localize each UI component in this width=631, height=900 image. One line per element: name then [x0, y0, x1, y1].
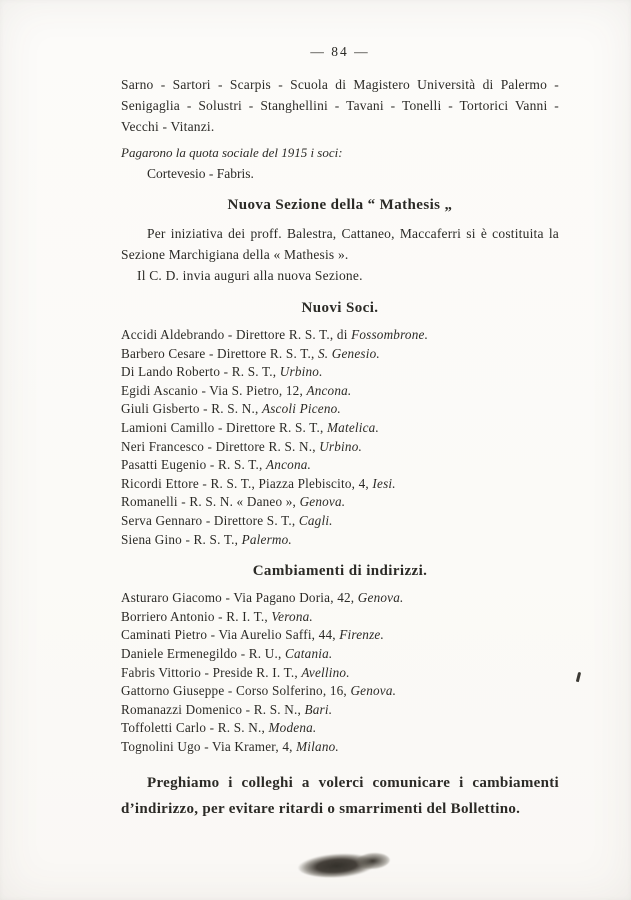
member-entry-text: Ricordi Ettore - R. S. T., Piazza Plebiscito, 4, [121, 475, 373, 491]
member-entry-place: Catania. [285, 645, 333, 661]
member-entry-text: Barbero Cesare - Direttore R. S. T., [121, 345, 318, 361]
quota-note: Pagarono la quota sociale del 1915 i soci: [121, 145, 343, 160]
member-entry-place: Ancona. [306, 382, 352, 398]
continuation-paragraph: Sarno - Sartori - Scarpis - Scuola di Magistero Università di Palermo - Senigaglia - Solustri - Stanghellini - Tavani - Tonelli - Tortorici Vanni - Vecchi - Vitanzi. [121, 77, 559, 134]
nuova-sezione-paragraph-2: Il C. D. invia auguri alla nuova Sezione. [137, 268, 363, 283]
member-entry [121, 682, 559, 701]
member-entry [121, 438, 559, 457]
member-entry-place: Verona. [271, 608, 313, 624]
member-entry-text: Tognolini Ugo - Via Kramer, 4, [121, 738, 297, 754]
member-entry-text: Caminati Pietro - Via Aurelio Saffi, 44, [121, 627, 340, 643]
heading-nuovi-soci: Nuovi Soci. [301, 300, 379, 316]
member-entry [121, 363, 559, 382]
member-entry-text: Toffoletti Carlo - R. S. N., [121, 720, 269, 736]
quota-names: Cortevesio - Fabris. [147, 166, 254, 181]
member-entry-place: Ascoli Piceno. [261, 401, 341, 417]
member-entry [121, 645, 559, 664]
cambiamenti-list [121, 589, 559, 756]
member-entry-place: Modena. [268, 720, 317, 736]
page-content [121, 44, 559, 822]
member-entry-place: Milano. [296, 738, 339, 754]
member-entry [121, 589, 559, 608]
member-entry-text: Romanazzi Domenico - R. S. N., [121, 701, 305, 717]
member-entry [121, 738, 559, 757]
member-entry-text: Egidi Ascanio - Via S. Pietro, 12, [121, 382, 307, 398]
member-entry [121, 475, 559, 494]
member-entry [121, 608, 559, 627]
member-entry-place: Genova. [357, 590, 404, 606]
member-entry-place: Palermo. [241, 531, 292, 547]
nuova-sezione-paragraph-1: Per iniziativa dei proff. Balestra, Cattaneo, Maccaferri si è costituita la Sezione Marchigiana della « Mathesis ». [121, 226, 559, 262]
member-entry-text: Daniele Ermenegildo - R. U., [121, 645, 286, 661]
member-entry-text: Romanelli - R. S. N. « Daneo », [121, 494, 300, 510]
member-entry-text: Borriero Antonio - R. I. T., [121, 608, 272, 624]
member-entry-place: Iesi. [372, 475, 396, 491]
member-entry-place: Ancona. [266, 457, 312, 473]
member-entry [121, 326, 559, 345]
member-entry [121, 456, 559, 475]
member-entry-place: Urbino. [319, 438, 363, 454]
member-entry-text: Lamioni Camillo - Direttore R. S. T., [121, 419, 327, 435]
member-entry-place: Genova. [350, 683, 397, 699]
member-entry [121, 419, 559, 438]
member-entry [121, 626, 559, 645]
member-entry-text: Gattorno Giuseppe - Corso Solferino, 16, [121, 683, 351, 699]
member-entry-text: Di Lando Roberto - R. S. T., [121, 364, 280, 380]
member-entry-place: Genova. [299, 494, 346, 510]
member-entry [121, 345, 559, 364]
member-entry [121, 701, 559, 720]
member-entry-place: Cagli. [298, 512, 333, 528]
member-entry-text: Neri Francesco - Direttore R. S. N., [121, 438, 320, 454]
nuovi-soci-list [121, 326, 559, 549]
scan-mark-artifact [576, 672, 581, 682]
member-entry-text: Pasatti Eugenio - R. S. T., [121, 457, 267, 473]
ink-smudge-artifact [297, 848, 391, 880]
member-entry [121, 382, 559, 401]
member-entry-text: Fabris Vittorio - Preside R. I. T., [121, 664, 302, 680]
member-entry-text: Accidi Aldebrando - Direttore R. S. T., di [121, 327, 352, 342]
heading-nuova-sezione: Nuova Sezione della “ Mathesis „ [227, 197, 453, 213]
closing-notice: Preghiamo i colleghi a volerci comunicare i cambiamenti d’indirizzo, per evitare ritardi o smarrimenti del Bollettino. [121, 775, 559, 818]
member-entry [121, 719, 559, 738]
member-entry [121, 512, 559, 531]
page-number: — 84 — [310, 44, 370, 59]
member-entry-text: Siena Gino - R. S. T., [121, 531, 242, 547]
member-entry-place: Urbino. [279, 364, 323, 380]
member-entry [121, 531, 559, 550]
member-entry-place: Fossombrone. [351, 327, 429, 342]
member-entry-place: Bari. [304, 701, 333, 717]
member-entry-text: Giuli Gisberto - R. S. N., [121, 401, 262, 417]
member-entry-place: Matelica. [327, 419, 379, 435]
member-entry [121, 400, 559, 419]
member-entry-place: S. Genesio. [317, 345, 380, 361]
member-entry-place: Firenze. [339, 627, 384, 643]
member-entry-text: Serva Gennaro - Direttore S. T., [121, 512, 299, 528]
member-entry-text: Asturaro Giacomo - Via Pagano Doria, 42, [121, 590, 358, 606]
member-entry-place: Avellino. [301, 664, 350, 680]
heading-cambiamenti: Cambiamenti di indirizzi. [252, 563, 428, 580]
member-entry [121, 664, 559, 683]
member-entry [121, 493, 559, 512]
